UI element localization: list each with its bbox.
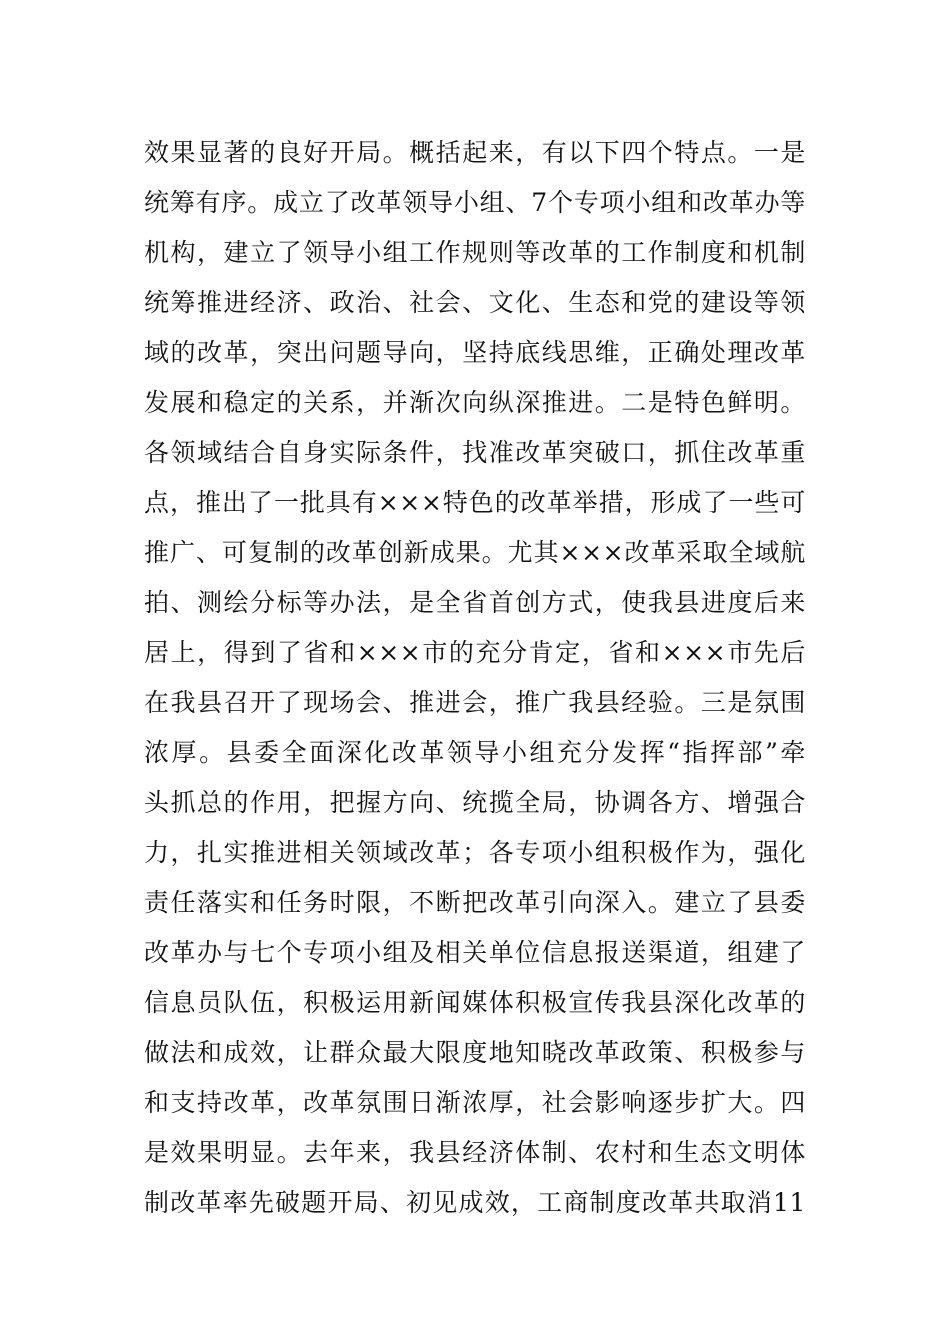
text-line: 制改革率先破题开局、初见成效，工商制度改革共取消11 <box>144 1188 806 1217</box>
text-line: 统筹有序。成立了改革领导小组、7个专项小组和改革办等 <box>144 188 806 217</box>
text-line: 和支持改革，改革氛围日渐浓厚，社会影响逐步扩大。四 <box>144 1088 806 1117</box>
text-line: 做法和成效，让群众最大限度地知晓改革政策、积极参与 <box>144 1038 806 1067</box>
text-line: 在我县召开了现场会、推进会，推广我县经验。三是氛围 <box>144 688 806 717</box>
text-line: 信息员队伍，积极运用新闻媒体积极宣传我县深化改革的 <box>144 988 806 1017</box>
text-line: 力，扎实推进相关领域改革；各专项小组积极作为，强化 <box>144 838 806 867</box>
text-line: 头抓总的作用，把握方向、统揽全局，协调各方、增强合 <box>144 788 806 817</box>
text-line: 统筹推进经济、政治、社会、文化、生态和党的建设等领 <box>144 288 806 317</box>
text-line: 浓厚。县委全面深化改革领导小组充分发挥“指挥部”牵 <box>144 738 806 767</box>
text-line: 效果显著的良好开局。概括起来，有以下四个特点。一是 <box>144 138 806 167</box>
text-line: 各领域结合自身实际条件，找准改革突破口，抓住改革重 <box>144 438 806 467</box>
text-line: 域的改革，突出问题导向，坚持底线思维，正确处理改革 <box>144 338 806 367</box>
text-line: 发展和稳定的关系，并渐次向纵深推进。二是特色鲜明。 <box>144 388 806 417</box>
text-line: 点，推出了一批具有×××特色的改革举措，形成了一些可 <box>144 488 806 517</box>
text-line: 机构，建立了领导小组工作规则等改革的工作制度和机制 <box>144 238 806 267</box>
text-line: 推广、可复制的改革创新成果。尤其×××改革采取全域航 <box>144 538 806 567</box>
text-line: 拍、测绘分标等办法，是全省首创方式，使我县进度后来 <box>144 588 806 617</box>
body-paragraph <box>144 128 806 1228</box>
text-line: 居上，得到了省和×××市的充分肯定，省和×××市先后 <box>144 638 806 667</box>
text-line: 责任落实和任务时限，不断把改革引向深入。建立了县委 <box>144 888 806 917</box>
text-line: 是效果明显。去年来，我县经济体制、农村和生态文明体 <box>144 1138 806 1167</box>
text-line: 改革办与七个专项小组及相关单位信息报送渠道，组建了 <box>144 938 806 967</box>
